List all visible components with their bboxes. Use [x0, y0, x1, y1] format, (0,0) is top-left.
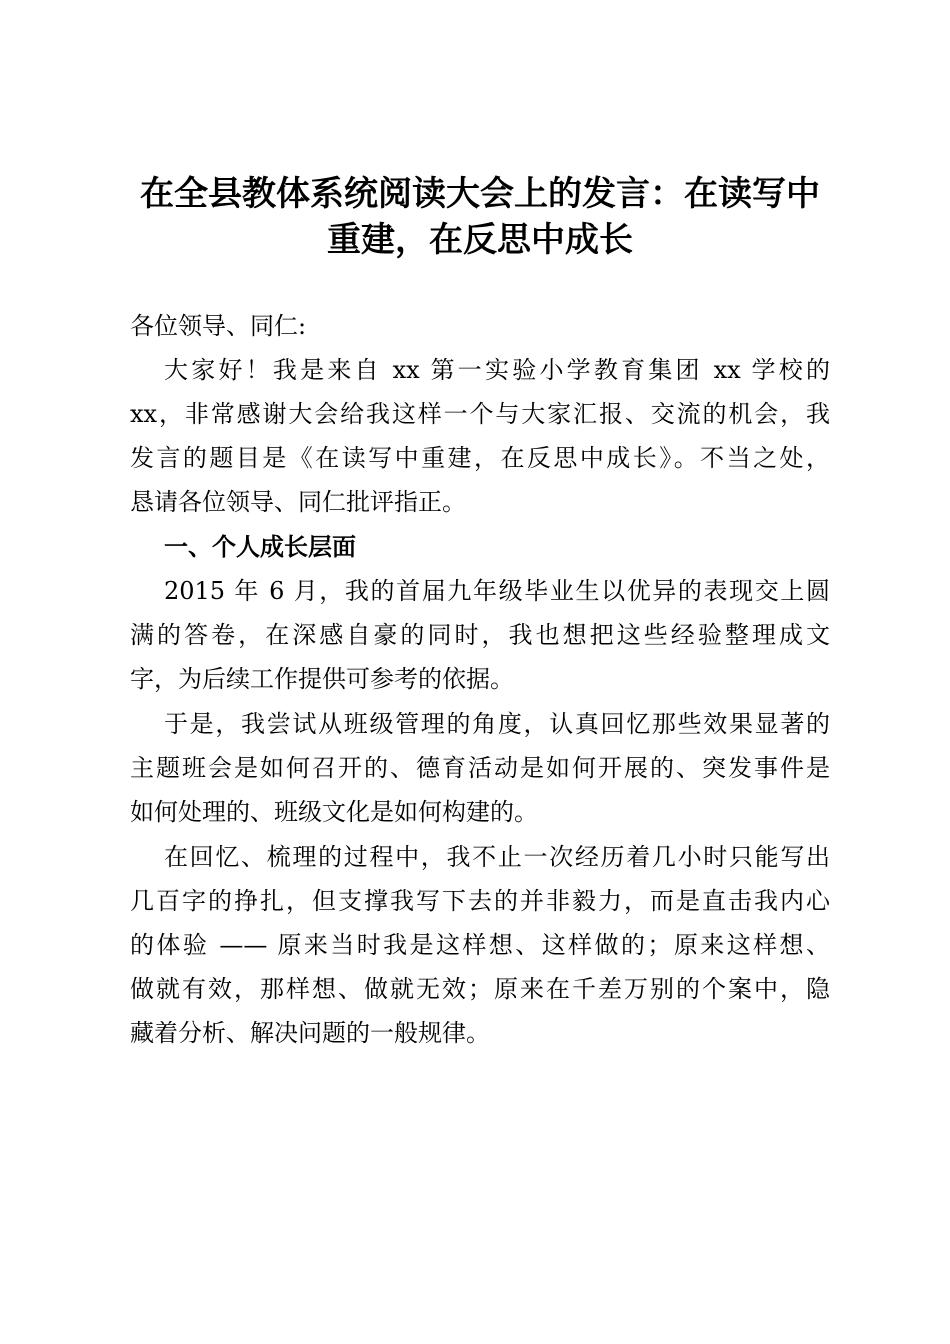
paragraph-1-line-1: 大家好！我是来自 xx 第一实验小学教育集团 xx 学校的 — [164, 356, 830, 384]
paragraph-4-line-5: 藏着分析、解决问题的一般规律。 — [130, 1019, 490, 1047]
paragraph-3-line-2: 主题班会是如何召开的、德育活动是如何开展的、突发事件是 — [130, 754, 830, 782]
paragraph-4-line-4: 做就有效，那样想、做就无效；原来在千差万别的个案中，隐 — [130, 975, 830, 1003]
salutation: 各位领导、同仁: — [130, 312, 307, 340]
paragraph-4-line-2: 几百字的挣扎，但支撑我写下去的并非毅力，而是直击我内心 — [130, 887, 830, 915]
document-title-line-1: 在全县教体系统阅读大会上的发言：在读写中 — [140, 174, 820, 214]
paragraph-2-line-2: 满的答卷，在深感自豪的同时，我也想把这些经验整理成文 — [130, 621, 830, 649]
paragraph-1-line-3: 发言的题目是《在读写中重建，在反思中成长》。不当之处， — [130, 444, 830, 472]
document-title-line-2: 重建，在反思中成长 — [327, 220, 633, 260]
paragraph-4-line-1: 在回忆、梳理的过程中，我不止一次经历着几小时只能写出 — [164, 843, 830, 871]
paragraph-3-line-3: 如何处理的、班级文化是如何构建的。 — [130, 798, 538, 826]
paragraph-3-line-1: 于是，我尝试从班级管理的角度，认真回忆那些效果显著的 — [164, 710, 830, 738]
paragraph-1-line-2: xx，非常感谢大会给我这样一个与大家汇报、交流的机会，我 — [130, 400, 830, 428]
paragraph-1-line-4: 恳请各位领导、同仁批评指正。 — [130, 488, 466, 516]
paragraph-2-line-3: 字，为后续工作提供可参考的依据。 — [130, 665, 514, 693]
paragraph-2-line-1: 2015 年 6 月，我的首届九年级毕业生以优异的表现交上圆 — [164, 577, 830, 605]
paragraph-4-line-3: 的体验 —— 原来当时我是这样想、这样做的；原来这样想、 — [130, 931, 830, 959]
section-heading-1: 一、个人成长层面 — [164, 533, 356, 561]
